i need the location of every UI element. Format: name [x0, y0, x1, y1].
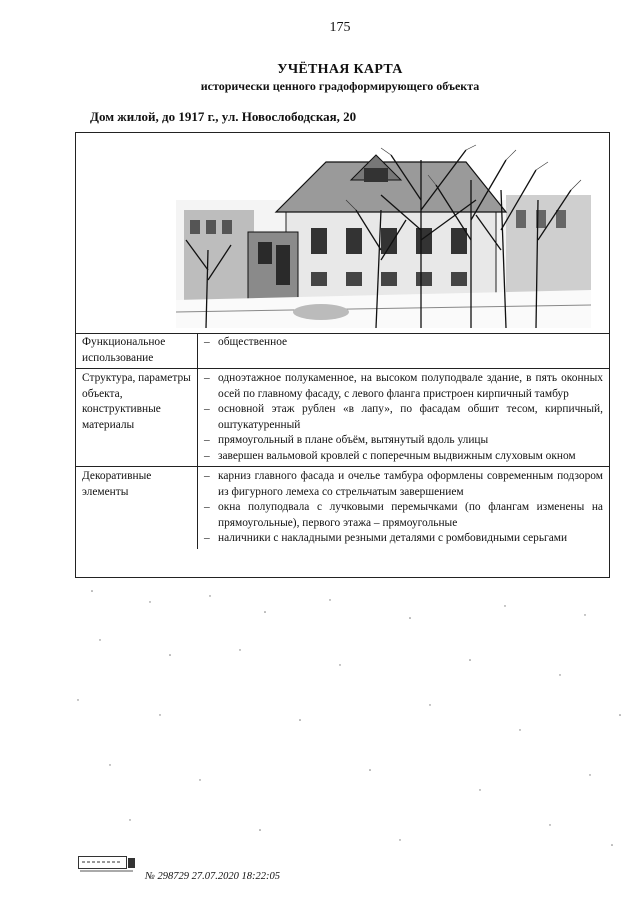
list-item: – прямоугольный в плане объём, вытянутый вдоль улицы	[204, 434, 489, 446]
footer-registration: № 298729 27.07.2020 18:22:05	[145, 871, 281, 882]
list-item: – окна полуподвала с лучковыми перемычками (по флангам изменены на прямоугольные), первого этажа – прямоугольные	[204, 501, 603, 529]
list-item: – завершен вальмовой кровлей с поперечным выдвижным слуховым окном	[204, 449, 576, 462]
list-item: – наличники с накладными резными деталями с ромбовидными серьгами	[204, 532, 568, 544]
list-item: – карниз главного фасада и очелье тамбура оформлены современным подзором из фигурного лемеха со стрельчатым завершением	[204, 470, 603, 498]
object-name: Дом жилой, до 1917 г., ул. Новослободская, 20	[90, 109, 357, 124]
list-item: – общественное	[204, 336, 288, 348]
row-label: Функциональное использование	[76, 333, 198, 369]
list-item: – одноэтажное полукаменное, на высоком полуподвале здание, в пять оконных осей по главному фасаду, с левого фланга пристроен кирпичный тамбур	[204, 372, 603, 400]
page-number: 175	[329, 20, 351, 35]
row-label: Структура, параметры объекта, конструктивные материалы	[76, 369, 198, 467]
row-label: Декоративные элементы	[76, 467, 198, 549]
list-item: – основной этаж рублен «в лапу», по фасадам обшит тесом, кирпичный, оштукатуренный	[204, 403, 603, 431]
document-subtitle: исторически ценного градоформирующего объекта	[200, 79, 480, 93]
document-title: УЧЁТНАЯ КАРТА	[277, 62, 403, 77]
registration-stamp-icon	[78, 856, 138, 874]
